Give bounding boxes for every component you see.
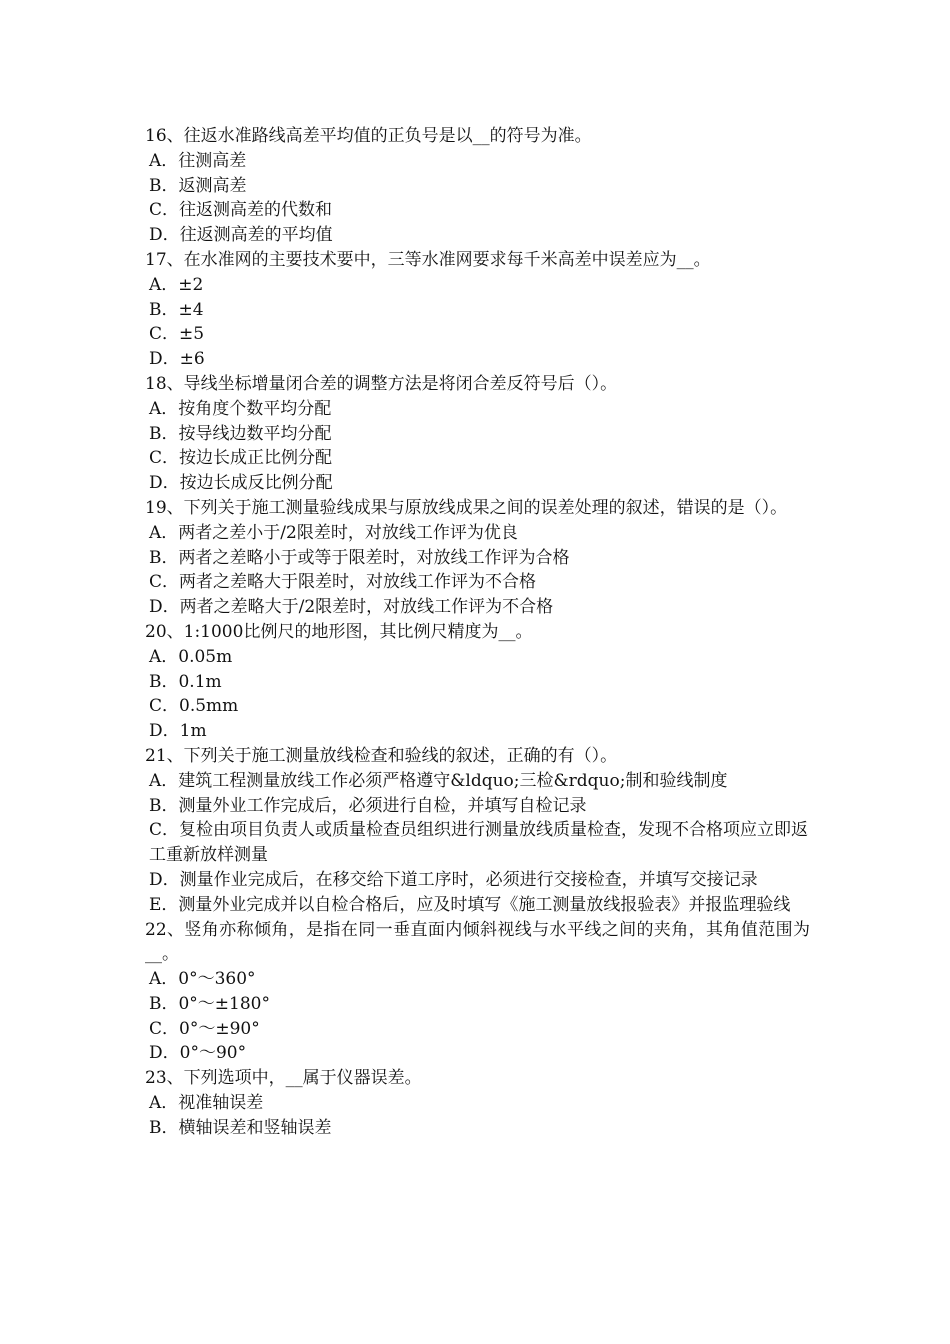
answer-option: D．往返测高差的平均值 (149, 225, 333, 246)
answer-option: C．复检由项目负责人或质量检查员组织进行测量放线质量检查，发现不合格项应立即返工重新放样测量 (149, 820, 809, 866)
answer-option: B．两者之差略小于或等于限差时，对放线工作评为合格 (149, 547, 570, 568)
question-list (145, 124, 810, 1141)
question-block (145, 744, 810, 918)
question-block (145, 124, 810, 248)
answer-option: B．0°～±180° (149, 993, 271, 1014)
answer-option: B．返测高差 (149, 175, 247, 196)
answer-option: A．往测高差 (149, 150, 247, 171)
answer-option: B．横轴误差和竖轴误差 (149, 1117, 332, 1138)
question-block (145, 372, 810, 496)
answer-option: E．测量外业完成并以自检合格后，应及时填写《施工测量放线报验表》并报监理验线 (149, 894, 791, 915)
answer-option: C．0.5mm (149, 696, 239, 717)
answer-option: C．按边长成正比例分配 (149, 448, 333, 469)
answer-option: D．按边长成反比例分配 (149, 473, 333, 494)
answer-option: A．±2 (149, 274, 204, 295)
answer-option: B．0.1m (149, 671, 222, 692)
question-text: 17、在水准网的主要技术要中，三等水准网要求每千米高差中误差应为__。 (145, 249, 711, 270)
answer-option: C．往返测高差的代数和 (149, 200, 333, 221)
question-block (145, 620, 810, 744)
question-text: 20、1:1000比例尺的地形图，其比例尺精度为__。 (145, 621, 533, 642)
question-block (145, 918, 810, 1067)
question-text: 18、导线坐标增量闭合差的调整方法是将闭合差反符号后（）。 (145, 373, 618, 394)
question-text: 21、下列关于施工测量放线检查和验线的叙述，正确的有（）。 (145, 745, 618, 766)
answer-option: B．按导线边数平均分配 (149, 423, 332, 444)
answer-option: B．±4 (149, 299, 204, 320)
answer-option: D．测量作业完成后，在移交给下道工序时，必须进行交接检查，并填写交接记录 (149, 869, 758, 890)
answer-option: A．按角度个数平均分配 (149, 398, 332, 419)
question-text: 23、下列选项中，__属于仪器误差。 (145, 1068, 422, 1089)
answer-option: A．视准轴误差 (149, 1093, 264, 1114)
question-block (145, 1066, 810, 1140)
answer-option: A．0°～360° (149, 969, 256, 990)
answer-option: C．0°～±90° (149, 1018, 260, 1039)
answer-option: C．两者之差略大于限差时，对放线工作评为不合格 (149, 572, 537, 593)
answer-option: D．0°～90° (149, 1043, 247, 1064)
question-block (145, 496, 810, 620)
answer-option: B．测量外业工作完成后，必须进行自检，并填写自检记录 (149, 795, 587, 816)
question-text: 16、往返水准路线高差平均值的正负号是以__的符号为准。 (145, 126, 592, 146)
question-text: 19、下列关于施工测量验线成果与原放线成果之间的误差处理的叙述，错误的是（）。 (145, 497, 788, 518)
answer-option: A．建筑工程测量放线工作必须严格遵守&ldquo;三检&rdquo;制和验线制度 (149, 770, 728, 791)
answer-option: D．1m (149, 721, 207, 742)
question-block (145, 248, 810, 372)
question-text: 22、竖角亦称倾角，是指在同一垂直面内倾斜视线与水平线之间的夹角，其角值范围为__。 (145, 919, 810, 965)
answer-option: A．0.05m (149, 646, 233, 667)
answer-option: D．±6 (149, 349, 205, 370)
answer-option: C．±5 (149, 324, 205, 345)
answer-option: A．两者之差小于/2限差时，对放线工作评为优良 (149, 522, 518, 543)
answer-option: D．两者之差略大于/2限差时，对放线工作评为不合格 (149, 597, 554, 618)
